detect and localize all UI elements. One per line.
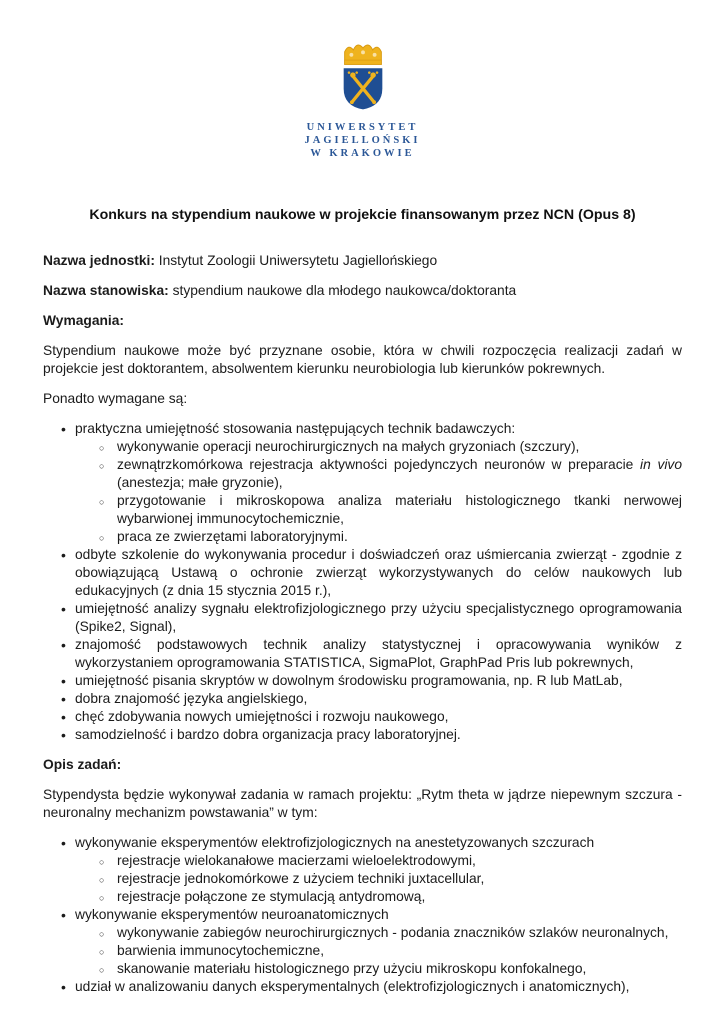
logo-line-1: UNIWERSYTET bbox=[306, 122, 419, 133]
list-item-text: wykonywanie zabiegów neurochirurgicznych - podania znaczników szlaków neuronalnych, bbox=[117, 925, 669, 940]
list-item-text: udział w analizowaniu danych eksperymentalnych (elektrofizjologicznych i anatomicznych), bbox=[75, 979, 630, 994]
list-item-text: rejestracje jednokomórkowe z użyciem techniki juxtacellular, bbox=[117, 871, 485, 886]
logo-line-3: W KRAKOWIE bbox=[310, 148, 415, 159]
list-item-text: barwienia immunocytochemiczne, bbox=[117, 943, 325, 958]
list-item-text: rejestracje połączone ze stymulacją antydromową, bbox=[117, 889, 426, 904]
sub-list-item bbox=[43, 852, 682, 870]
list-item-text: samodzielność i bardzo dobra organizacja pracy laboratoryjnej. bbox=[75, 727, 461, 742]
list-item-text: skanowanie materiału histologicznego przy użyciu mikroskopu konfokalnego, bbox=[117, 961, 587, 976]
list-item-text: wykonywanie operacji neurochirurgicznych na małych gryzoniach (szczury), bbox=[117, 439, 580, 454]
sub-list-item bbox=[43, 456, 682, 492]
field-label: Nazwa stanowiska: bbox=[43, 283, 169, 298]
list-item-text: odbyte szkolenie do wykonywania procedur i doświadczeń oraz uśmiercania zwierząt - zgodnie z obowiązującą Ustawą o ochronie zwierząt wykorzystywanych do celów naukowych lub edukacyjnych (z dnia 15 stycznia 2015 r.), bbox=[75, 547, 682, 598]
list-item-text: przygotowanie i mikroskopowa analiza materiału histologicznego tkanki nerwowej wybarwionej immunocytochemicznie, bbox=[117, 493, 682, 526]
list-item bbox=[43, 978, 682, 996]
sub-list-item bbox=[43, 924, 682, 942]
italic-term: in vivo bbox=[640, 457, 682, 472]
list-item bbox=[43, 708, 682, 726]
field-label: Nazwa jednostki: bbox=[43, 253, 155, 268]
list-item-text: praktyczna umiejętność stosowania następujących technik badawczych: bbox=[75, 421, 516, 436]
university-logo bbox=[43, 40, 682, 160]
tasks-heading: Opis zadań: bbox=[43, 757, 122, 772]
sub-list-item bbox=[43, 888, 682, 906]
sub-list-item bbox=[43, 528, 682, 546]
field-value: Instytut Zoologii Uniwersytetu Jagiellońskiego bbox=[158, 253, 438, 268]
list-item bbox=[43, 690, 682, 708]
list-item bbox=[43, 420, 682, 438]
sub-list-item bbox=[43, 870, 682, 888]
list-item-text: wykonywanie eksperymentów elektrofizjologicznych na anestetyzowanych szczurach bbox=[75, 835, 595, 850]
list-item-text: praca ze zwierzętami laboratoryjnymi. bbox=[117, 529, 348, 544]
list-item bbox=[43, 834, 682, 852]
list-item-text: znajomość podstawowych technik analizy statystycznej i opracowywania wyników z wykorzystaniem oprogramowania STATISTICA, SigmaPlot, GraphPad Pris lub pokrewnych, bbox=[75, 637, 682, 670]
list-item-text: (anestezja; małe gryzonie), bbox=[117, 475, 283, 490]
requirements-intro: Stypendium naukowe może być przyznane osobie, która w chwili rozpoczęcia realizacji zadań w projekcie jest doktorantem, absolwentem kierunku neurobiologia lub kierunków pokrewnych. bbox=[43, 343, 682, 376]
list-item bbox=[43, 906, 682, 924]
list-item bbox=[43, 546, 682, 600]
list-item-text: umiejętność analizy sygnału elektrofizjologicznego przy użyciu specjalistycznego oprogramowania (Spike2, Signal), bbox=[75, 601, 682, 634]
sub-list-item bbox=[43, 492, 682, 528]
tasks-intro: Stypendysta będzie wykonywał zadania w ramach projektu: „Rytm theta w jądrze niepewnym szczura - neuronalny mechanizm powstawania” w tym: bbox=[43, 787, 682, 820]
sub-list-item bbox=[43, 438, 682, 456]
field-value: stypendium naukowe dla młodego naukowca/doktoranta bbox=[172, 283, 517, 298]
list-item-text: umiejętność pisania skryptów w dowolnym środowisku programowania, np. R lub MatLab, bbox=[75, 673, 623, 688]
list-item-text: zewnątrzkomórkowa rejestracja aktywności pojedynczych neuronów w preparacie bbox=[117, 457, 641, 472]
field-nazwa-jednostki bbox=[43, 252, 682, 270]
requirements-subintro: Ponadto wymagane są: bbox=[43, 391, 188, 406]
list-item-text: wykonywanie eksperymentów neuroanatomicznych bbox=[75, 907, 389, 922]
uj-crest-icon bbox=[334, 40, 392, 114]
document-title: Konkurs na stypendium naukowe w projekcie finansowanym przez NCN (Opus 8) bbox=[89, 207, 636, 223]
sub-list-item bbox=[43, 942, 682, 960]
logo-line-2: JAGIELLOŃSKI bbox=[304, 135, 421, 146]
list-item bbox=[43, 636, 682, 672]
list-item-text: rejestracje wielokanałowe macierzami wieloelektrodowymi, bbox=[117, 853, 476, 868]
list-item-text: chęć zdobywania nowych umiejętności i rozwoju naukowego, bbox=[75, 709, 449, 724]
list-item bbox=[43, 726, 682, 744]
list-item bbox=[43, 600, 682, 636]
requirements-list bbox=[43, 420, 682, 744]
list-item bbox=[43, 672, 682, 690]
requirements-heading: Wymagania: bbox=[43, 313, 125, 328]
field-nazwa-stanowiska bbox=[43, 282, 682, 300]
list-item-text: dobra znajomość języka angielskiego, bbox=[75, 691, 308, 706]
sub-list-item bbox=[43, 960, 682, 978]
tasks-list bbox=[43, 834, 682, 996]
